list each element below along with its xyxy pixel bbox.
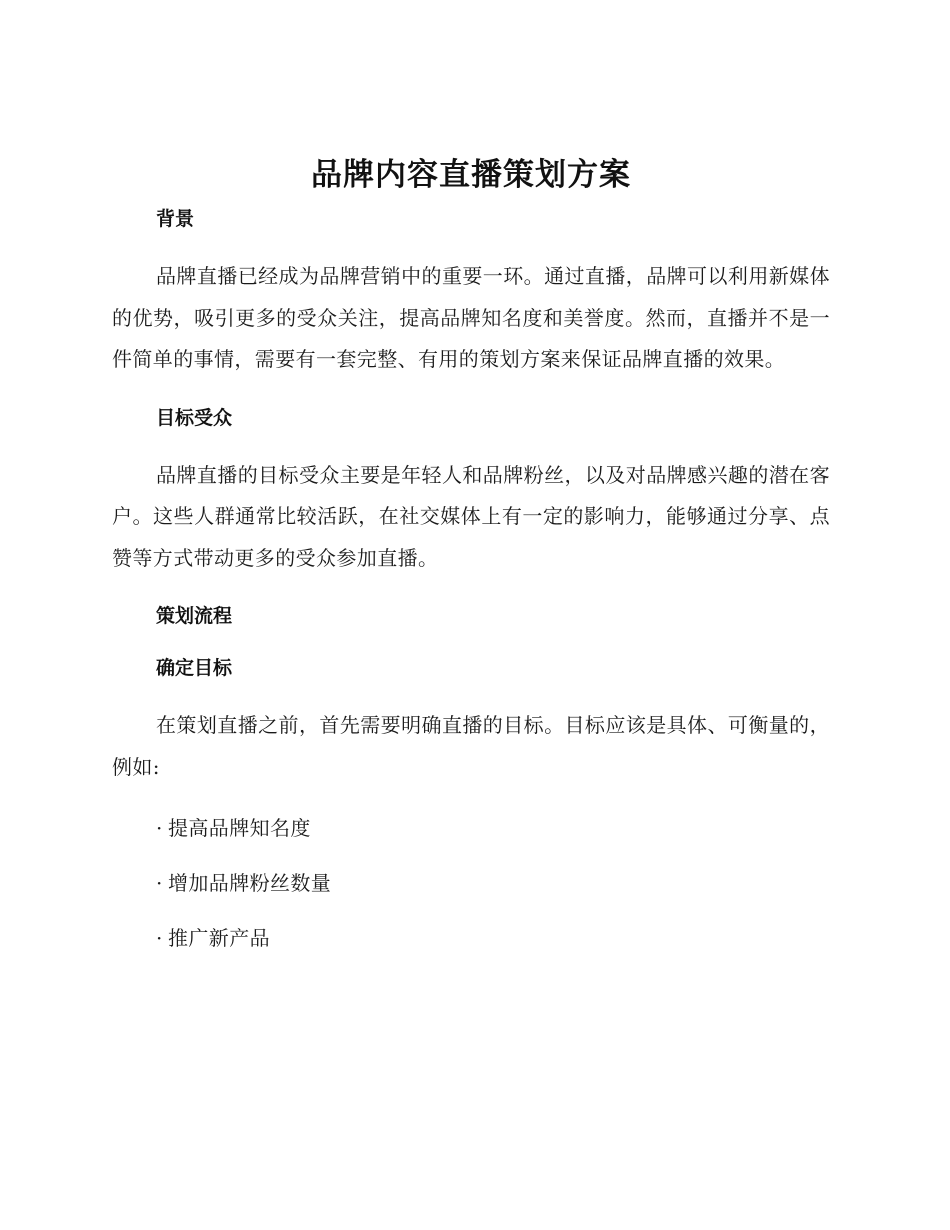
paragraph-target-audience: 品牌直播的目标受众主要是年轻人和品牌粉丝，以及对品牌感兴趣的潜在客户。这些人群通常比较活跃，在社交媒体上有一定的影响力，能够通过分享、点赞等方式带动更多的受众参加直播。 [112,462,830,570]
section-heading-target-audience: 目标受众 [156,406,233,429]
bullet-marker: · [156,871,163,895]
section-heading-set-goals: 确定目标 [156,657,233,679]
list-item-text: 推广新产品 [168,926,270,950]
section-heading-planning-process: 策划流程 [156,605,233,627]
document-page [112,150,830,953]
bullet-marker: · [156,926,163,950]
list-item-text: 提高品牌知名度 [168,816,311,840]
bullet-marker: · [156,816,163,840]
paragraph-set-goals: 在策划直播之前，首先需要明确直播的目标。目标应该是具体、可衡量的，例如: [112,713,830,779]
list-item-text: 增加品牌粉丝数量 [168,871,332,895]
section-heading-background: 背景 [156,208,195,230]
list-item [112,923,830,953]
list-item [112,868,830,898]
document-title: 品牌内容直播策划方案 [311,157,631,193]
list-item [112,813,830,843]
paragraph-background: 品牌直播已经成为品牌营销中的重要一环。通过直播，品牌可以利用新媒体的优势，吸引更多的受众关注，提高品牌知名度和美誉度。然而，直播并不是一件简单的事情，需要有一套完整、有用的策划方案来保证品牌直播的效果。 [112,264,830,371]
